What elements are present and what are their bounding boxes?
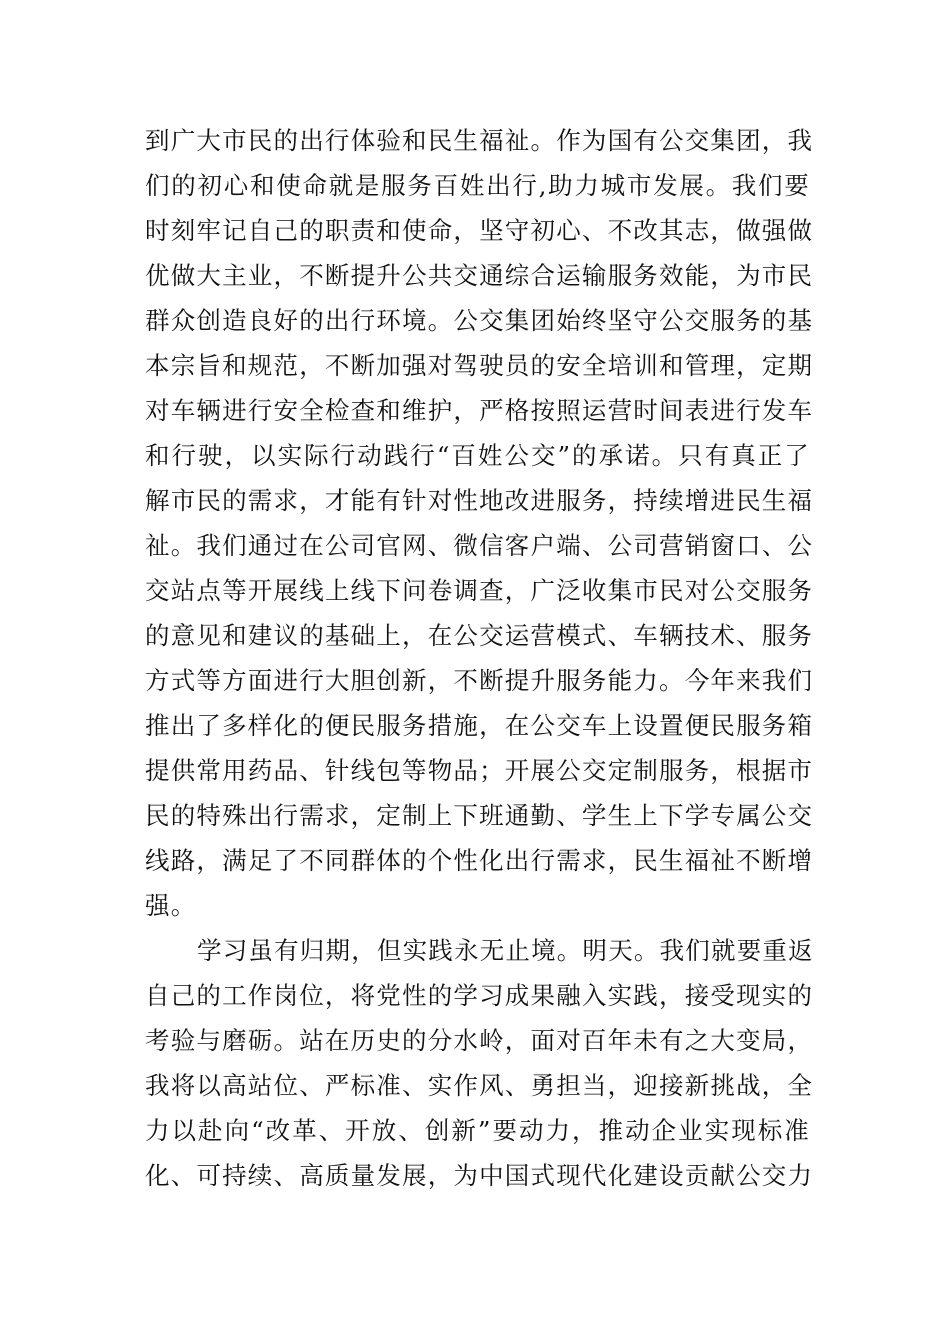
text-line: 优做大主业，不断提升公共交通综合运输服务效能，为市民 xyxy=(145,261,814,290)
text-line: 时刻牢记自己的职责和使命，坚守初心、不改其志，做强做 xyxy=(145,216,814,245)
text-line: 线路，满足了不同群体的个性化出行需求，民生福祉不断增 xyxy=(145,846,814,875)
text-line: 强。 xyxy=(145,891,197,920)
text-line: 推出了多样化的便民服务措施，在公交车上设置便民服务箱 xyxy=(145,711,814,740)
text-line: 的意见和建议的基础上，在公交运营模式、车辆技术、服务 xyxy=(145,621,814,650)
text-line: 们的初心和使命就是服务百姓出行,助力城市发展。我们要 xyxy=(145,171,810,200)
text-line: 力以赴向“改革、开放、创新”要动力，推动企业实现标准 xyxy=(145,1116,810,1145)
text-line: 民的特殊出行需求，定制上下班通勤、学生上下学专属公交 xyxy=(145,801,814,830)
text-line: 解市民的需求，才能有针对性地改进服务，持续增进民生福 xyxy=(145,486,814,515)
text-line: 祉。我们通过在公司官网、微信客户端、公司营销窗口、公 xyxy=(145,531,814,560)
paragraph-1 xyxy=(145,118,814,928)
text-line: 我将以高站位、严标准、实作风、勇担当，迎接新挑战，全 xyxy=(145,1071,814,1100)
text-line: 本宗旨和规范，不断加强对驾驶员的安全培训和管理，定期 xyxy=(145,351,814,380)
paragraph-2 xyxy=(145,928,814,1198)
text-line: 对车辆进行安全检查和维护，严格按照运营时间表进行发车 xyxy=(145,396,814,425)
text-line: 到广大市民的出行体验和民生福祉。作为国有公交集团，我 xyxy=(145,126,814,155)
text-line: 提供常用药品、针线包等物品；开展公交定制服务，根据市 xyxy=(145,756,814,785)
text-line: 交站点等开展线上线下问卷调查，广泛收集市民对公交服务 xyxy=(145,576,814,605)
text-line: 考验与磨砺。站在历史的分水岭，面对百年未有之大变局， xyxy=(145,1026,814,1055)
text-line: 群众创造良好的出行环境。公交集团始终坚守公交服务的基 xyxy=(145,306,814,335)
text-line: 自己的工作岗位，将党性的学习成果融入实践，接受现实的 xyxy=(145,981,814,1010)
text-line: 学习虽有归期，但实践永无止境。明天。我们就要重返 xyxy=(197,936,814,965)
body-text xyxy=(145,118,814,1198)
text-line: 方式等方面进行大胆创新，不断提升服务能力。今年来我们 xyxy=(145,666,814,695)
text-line: 和行驶，以实际行动践行“百姓公交”的承诺。只有真正了 xyxy=(145,441,810,470)
text-line: 化、可持续、高质量发展，为中国式现代化建设贡献公交力 xyxy=(145,1161,814,1190)
